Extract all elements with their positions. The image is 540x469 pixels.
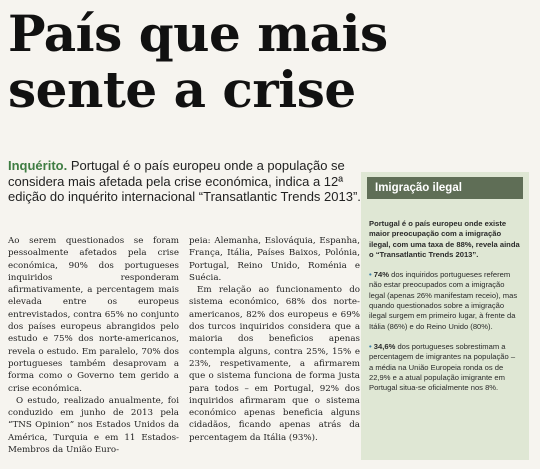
bullet-1-figure: 74% bbox=[373, 270, 389, 280]
sidebar-title: Imigração ilegal bbox=[367, 177, 523, 199]
headline bbox=[8, 6, 538, 118]
sidebar-box-illegal-immigration bbox=[361, 172, 529, 460]
bullet-icon: • bbox=[369, 341, 372, 351]
headline-line-2: sente a crise bbox=[8, 60, 356, 119]
article-column-1 bbox=[8, 235, 179, 456]
article-column-2 bbox=[189, 235, 360, 456]
body-paragraph: Ao serem questionados se foram pessoalmente afetados pela crise económica, 90% dos portugueses inquiridos responderam afirmativamente, a percentagem mais elevada entre os europeus entrevistados, contra 65% no conjunto dos países europeus abrangidos pelo estudo e 75% dos norte-americanos, revela o estudo. Em paralelo, 70% dos portugueses também desaprovam a forma como o Governo tem gerido a crise económica. bbox=[8, 236, 179, 394]
body-paragraph: peia: Alemanha, Eslováquia, Espanha, França, Itália, Países Baixos, Polónia, Portugal, Reino Unido, Roménia e Suécia. bbox=[189, 236, 360, 283]
sidebar-intro: Portugal é o país europeu onde existe maior preocupação com a imigração ilegal, com uma taxa de 88%, revela ainda o “Transatlantic Trends 2013”. bbox=[369, 219, 520, 259]
body-paragraph: Em relação ao funcionamento do sistema económico, 68% dos norte-americanos, 82% dos europeus e 69% dos turcos inquiridos considera que a maioria dos beneficios apenas contempla alguns, contra 25%, 15% e 23%, respetivamente, a afirmarem que o sistema funciona de forma justa para todos – em Portugal, 92% dos inquiridos afirmaram que o sistema económico apenas beneficia alguns cidadãos, ficando apenas atrás da percentagem da Itália (93%). bbox=[189, 285, 360, 443]
bullet-icon: • bbox=[369, 270, 372, 280]
body-paragraph: O estudo, realizado anualmente, foi conduzido em junho de 2013 pela “TNS Opinion” nos Estados Unidos da América, Turquia e em 11 Estados-Membros da União Euro- bbox=[8, 395, 179, 456]
sidebar-bullet-2 bbox=[369, 342, 521, 393]
bullet-1-text: dos inquiridos portugueses referem não estar preocupados com a imigração legal (apenas 26% manifestam receio), mas quando questionados sobre a imigração ilegal surgem em primeiro lugar, à frente da Itália (86%) e do Reino Unido (80%). bbox=[369, 270, 518, 331]
headline-line-1: País que mais bbox=[8, 4, 388, 63]
article-body bbox=[8, 235, 360, 456]
lead-kicker: Inquérito. bbox=[8, 158, 68, 173]
bullet-2-text: dos portugueses sobrestimam a percentagem de imigrantes na população – a média na União Europeia ronda os de 22,9% e a atual população imigrante em Portugal situa-se oficialmente nos 8%. bbox=[369, 341, 516, 393]
lead-paragraph bbox=[8, 158, 373, 205]
bullet-2-figure: 34,6% bbox=[373, 341, 396, 351]
lead-text: Portugal é o país europeu onde a população se considera mais afetada pela crise económica, indica a 12ª edição do inquérito internacional “Transatlantic Trends 2013”. bbox=[8, 158, 361, 204]
sidebar-bullet-1 bbox=[369, 270, 521, 332]
